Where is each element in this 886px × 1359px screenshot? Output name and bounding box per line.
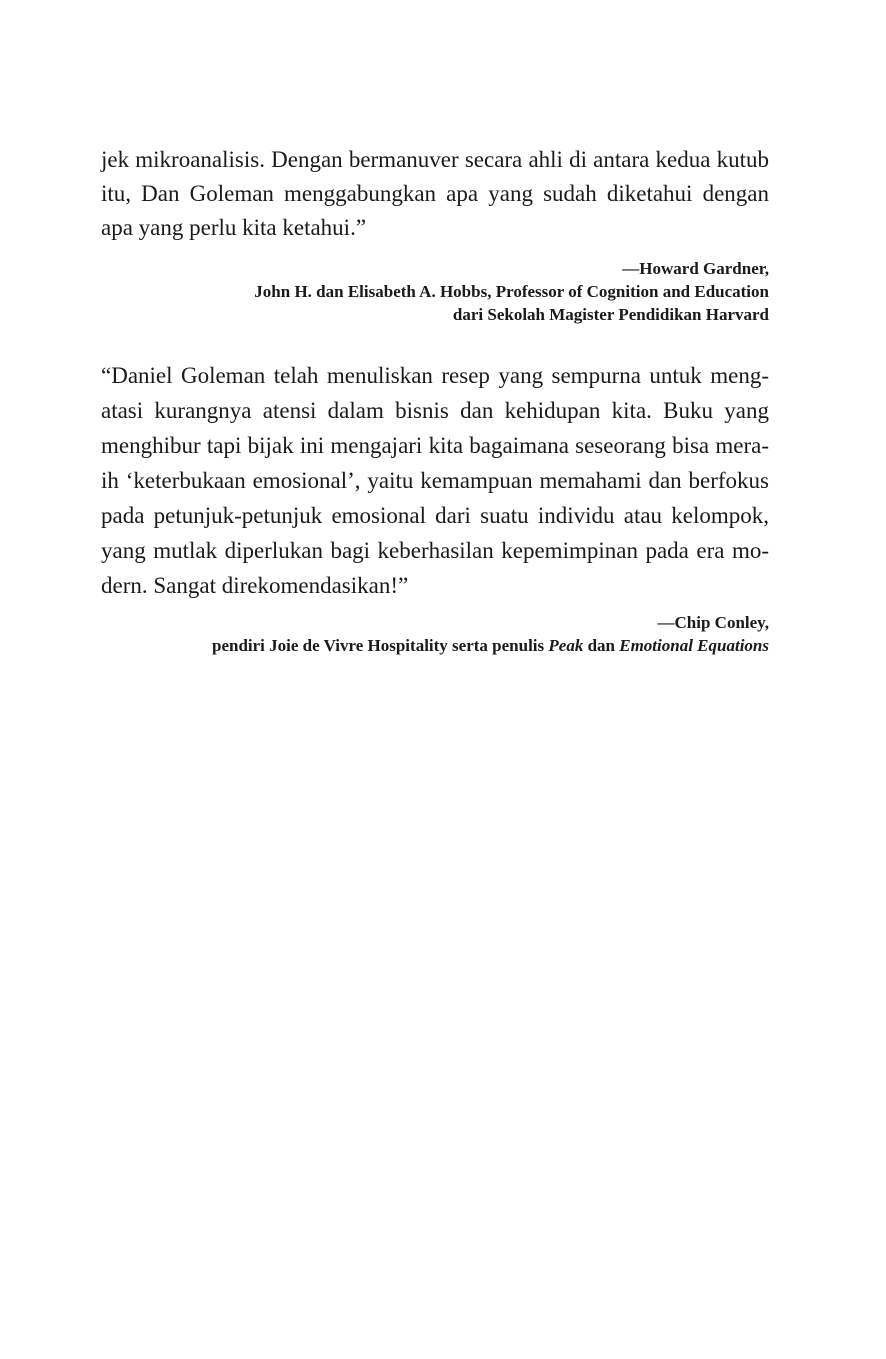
attribution-prefix: pendiri Joie de Vivre Hospitality serta penulis <box>212 636 549 655</box>
attribution-howard-gardner <box>69 257 769 326</box>
text-line: ih ‘keterbukaan emosional’, yaitu kemampuan memahami dan berfokus <box>101 468 769 493</box>
attribution-name: —Howard Gardner, <box>622 259 769 278</box>
text-line: itu, Dan Goleman menggabungkan apa yang sudah diketahui dengan <box>101 181 769 206</box>
book-title-peak: Peak <box>548 636 584 655</box>
text-line: yang mutlak diperlukan bagi keberhasilan kepemimpinan pada era mo- <box>101 538 769 563</box>
text-line: “Daniel Goleman telah menuliskan resep yang sempurna untuk meng- <box>101 363 769 388</box>
attribution-description <box>69 634 769 657</box>
attribution-chip-conley <box>69 611 769 657</box>
text-line: atasi kurangnya atensi dalam bisnis dan kehidupan kita. Buku yang <box>101 398 769 423</box>
attribution-title: John H. dan Elisabeth A. Hobbs, Professor of Cognition and Education <box>254 282 769 301</box>
attribution-name: —Chip Conley, <box>657 613 769 632</box>
attribution-conjunction: dan <box>583 636 620 655</box>
text-line: pada petunjuk-petunjuk emosional dari suatu individu atau kelompok, <box>101 503 769 528</box>
text-line: dern. Sangat direkomendasikan!” <box>101 573 409 598</box>
text-line: jek mikroanalisis. Dengan bermanuver secara ahli di antara kedua kutub <box>101 147 769 172</box>
text-line: menghibur tapi bijak ini mengajari kita bagaimana seseorang bisa mera- <box>101 433 769 458</box>
book-title-emotional-equations: Emotional Equations <box>619 636 769 655</box>
attribution-affiliation: dari Sekolah Magister Pendidikan Harvard <box>452 305 769 324</box>
text-line: apa yang perlu kita ketahui.” <box>101 215 367 240</box>
